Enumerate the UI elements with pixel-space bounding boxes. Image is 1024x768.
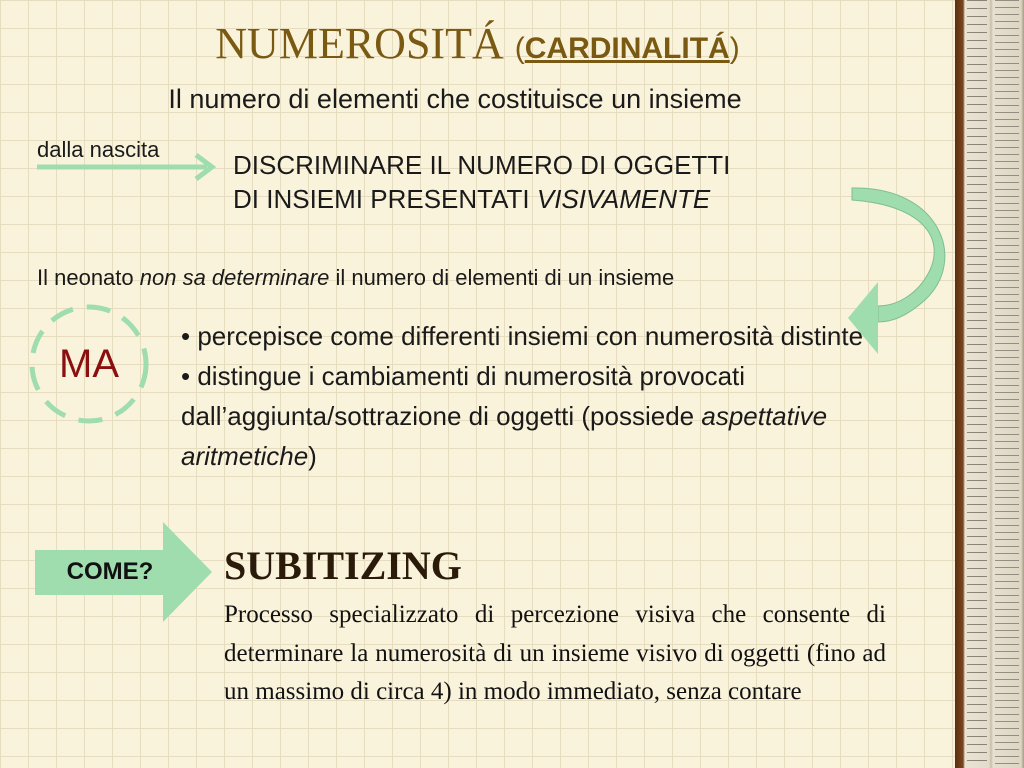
newborn-sentence: [37, 265, 674, 291]
bullet-item-2-italic: aspettative aritmetiche: [181, 401, 828, 471]
discriminate-line2-text: DI INSIEMI PRESENTATI: [233, 184, 530, 214]
come-label: COME?: [66, 558, 154, 585]
newborn-italic: non sa determinare: [139, 265, 330, 290]
bullet-list: [181, 316, 881, 476]
bullet-item-2-after: ): [308, 441, 317, 471]
title-main: NUMEROSITÁ: [215, 19, 504, 68]
bullet-item-2-text: distingue i cambiamenti di numerosità provocati dall’aggiunta/sottrazione di oggetti (possiede: [181, 361, 746, 431]
bullet-item-1-text: percepisce come differenti insiemi con numerosità distinte: [197, 321, 864, 351]
ruler-decoration: [955, 0, 1024, 768]
discriminate-line1: DISCRIMINARE IL NUMERO DI OGGETTI: [233, 150, 731, 180]
ma-label: MA: [59, 341, 119, 386]
subitizing-body: Processo specializzato di percezione visiva che consente di determinare la numerosità di un insieme visivo di oggetti (fino ad un massimo di circa 4) in modo immediato, senza contare: [224, 601, 886, 705]
ruler-ticks-right: [995, 0, 1019, 768]
title-paren-open: (: [514, 32, 525, 65]
bullet-item-2: • distingue i cambiamenti di numerosità provocati dall’aggiunta/sottrazione di oggetti (possiede aspettative aritmetiche): [181, 361, 828, 471]
newborn-after: il numero di elementi di un insieme: [335, 265, 675, 290]
since-birth-label: dalla nascita: [37, 137, 160, 162]
newborn-before: Il neonato: [37, 265, 134, 290]
ruler-ticks-left: [967, 0, 987, 768]
title-secondary: CARDINALITÁ: [524, 32, 730, 65]
title-paren-close: ): [729, 32, 740, 65]
discriminate-line2-italic: VISIVAMENTE: [536, 184, 711, 214]
subtitle: Il numero di elementi che costituisce un insieme: [168, 84, 742, 114]
bullet-item-1: • percepisce come differenti insiemi con numerosità distinte: [181, 321, 864, 351]
subitizing-title: SUBITIZING: [224, 543, 462, 588]
discriminate-text: [233, 148, 730, 216]
page-title: [0, 18, 955, 75]
discriminate-line2: [233, 182, 730, 216]
